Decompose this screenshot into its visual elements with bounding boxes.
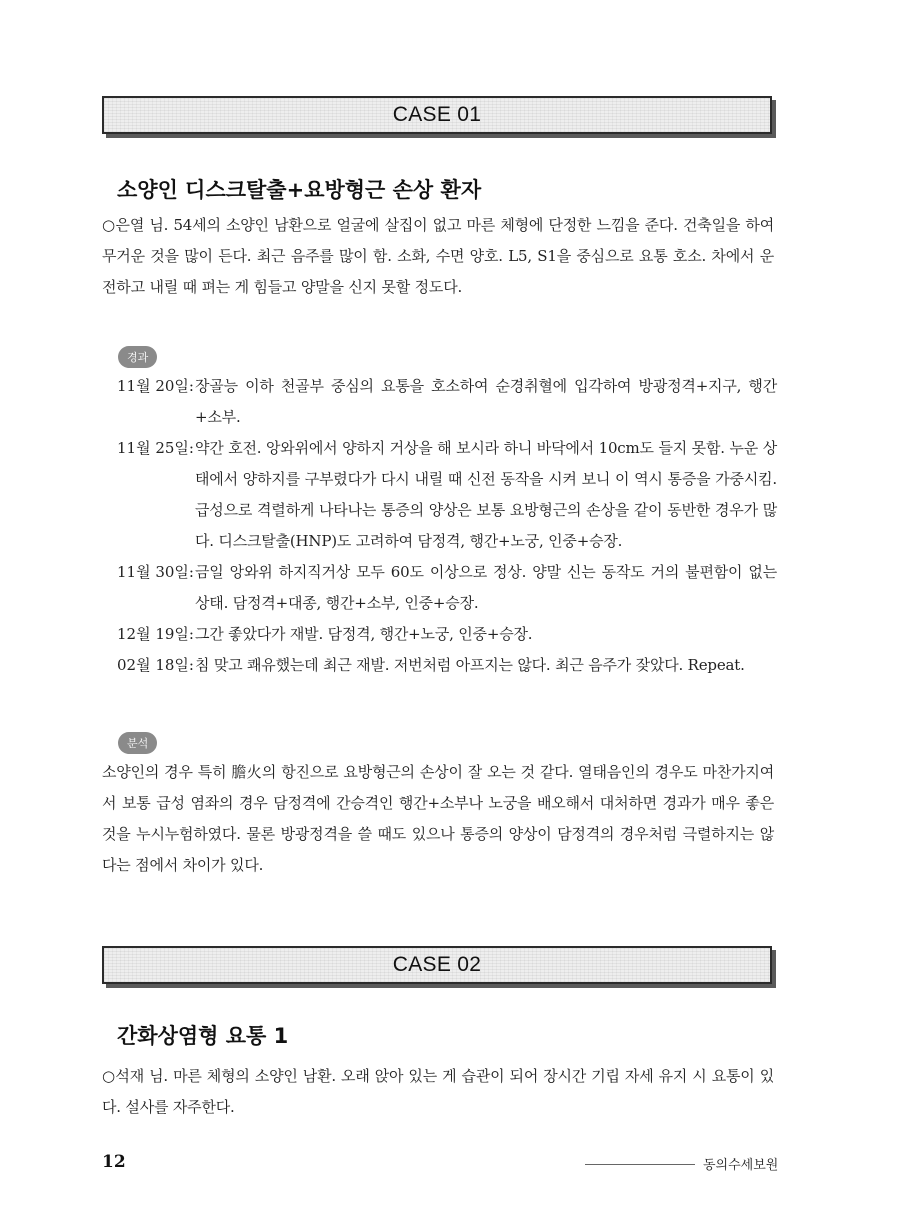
progress-text: 그간 좋았다가 재발. 담정격, 행간+노궁, 인중+승장.: [195, 625, 533, 643]
case-02-label: CASE 02: [392, 953, 482, 976]
progress-badge: 경과: [118, 346, 157, 368]
page-number: 12: [102, 1152, 126, 1172]
progress-date: 11월 20일:: [117, 377, 194, 395]
case-02-title: 간화상염형 요통 1: [117, 1024, 289, 1048]
progress-text: 금일 앙와위 하지직거상 모두 60도 이상으로 정상. 양말 신는 동작도 거의 불편함이 없는 상태. 담정격+대종, 행간+소부, 인중+승장.: [195, 563, 777, 612]
progress-entry: [117, 557, 777, 619]
progress-entry: [117, 433, 777, 557]
progress-date: 02월 18일:: [117, 656, 194, 674]
footer-rule: [585, 1164, 695, 1165]
progress-log: [117, 371, 777, 681]
progress-text: 장골능 이하 천골부 중심의 요통을 호소하여 순경취혈에 입각하여 방광정격+지구, 행간+소부.: [195, 377, 777, 426]
progress-entry: [117, 619, 777, 650]
progress-entry: [117, 371, 777, 433]
analysis-badge: 분석: [118, 732, 157, 754]
progress-text: 침 맞고 쾌유했는데 최근 재발. 저번처럼 아프지는 않다. 최근 음주가 잦았다. Repeat.: [195, 656, 745, 674]
case-01-intro: ○은열 님. 54세의 소양인 남환으로 얼굴에 살집이 없고 마른 체형에 단정한 느낌을 준다. 건축일을 하여 무거운 것을 많이 든다. 최근 음주를 많이 함. 소화, 수면 양호. L5, S1을 중심으로 요통 호소. 차에서 운전하고 내릴 때 펴는 게 힘들고 양말을 신지 못할 정도다.: [102, 216, 774, 296]
case-02-intro: ○석재 님. 마른 체형의 소양인 남환. 오래 앉아 있는 게 습관이 되어 장시간 기립 자세 유지 시 요통이 있다. 설사를 자주한다.: [102, 1067, 774, 1116]
case-01-label: CASE 01: [392, 103, 482, 126]
case-01-analysis: 소양인의 경우 특히 膽火의 항진으로 요방형근의 손상이 잘 오는 것 같다. 열태음인의 경우도 마찬가지여서 보통 급성 염좌의 경우 담정격에 간승격인 행간+소부나 노궁을 배오해서 대처하면 경과가 매우 좋은 것을 누시누험하였다. 물론 방광정격을 쓸 때도 있으나 통증의 양상이 담정격의 경우처럼 극렬하지는 않다는 점에서 차이가 있다.: [102, 763, 774, 874]
case-01-title: 소양인 디스크탈출+요방형근 손상 환자: [117, 178, 482, 202]
progress-text: 약간 호전. 앙와위에서 양하지 거상을 해 보시라 하니 바닥에서 10cm도 들지 못함. 누운 상태에서 양하지를 구부렸다가 다시 내릴 때 신전 동작을 시켜 보니 이 역시 통증을 가중시킴. 급성으로 격렬하게 나타나는 통증의 양상은 보통 요방형근의 손상을 같이 동반한 경우가 많다. 디스크탈출(HNP)도 고려하여 담정격, 행간+노궁, 인중+승장.: [195, 439, 777, 550]
progress-date: 11월 30일:: [117, 563, 194, 581]
progress-entry: [117, 650, 777, 681]
case-01-header: [102, 96, 772, 134]
case-02-header: [102, 946, 772, 984]
progress-date: 11월 25일:: [117, 439, 194, 457]
progress-date: 12월 19일:: [117, 625, 194, 643]
book-title: 동의수세보원: [703, 1158, 779, 1173]
